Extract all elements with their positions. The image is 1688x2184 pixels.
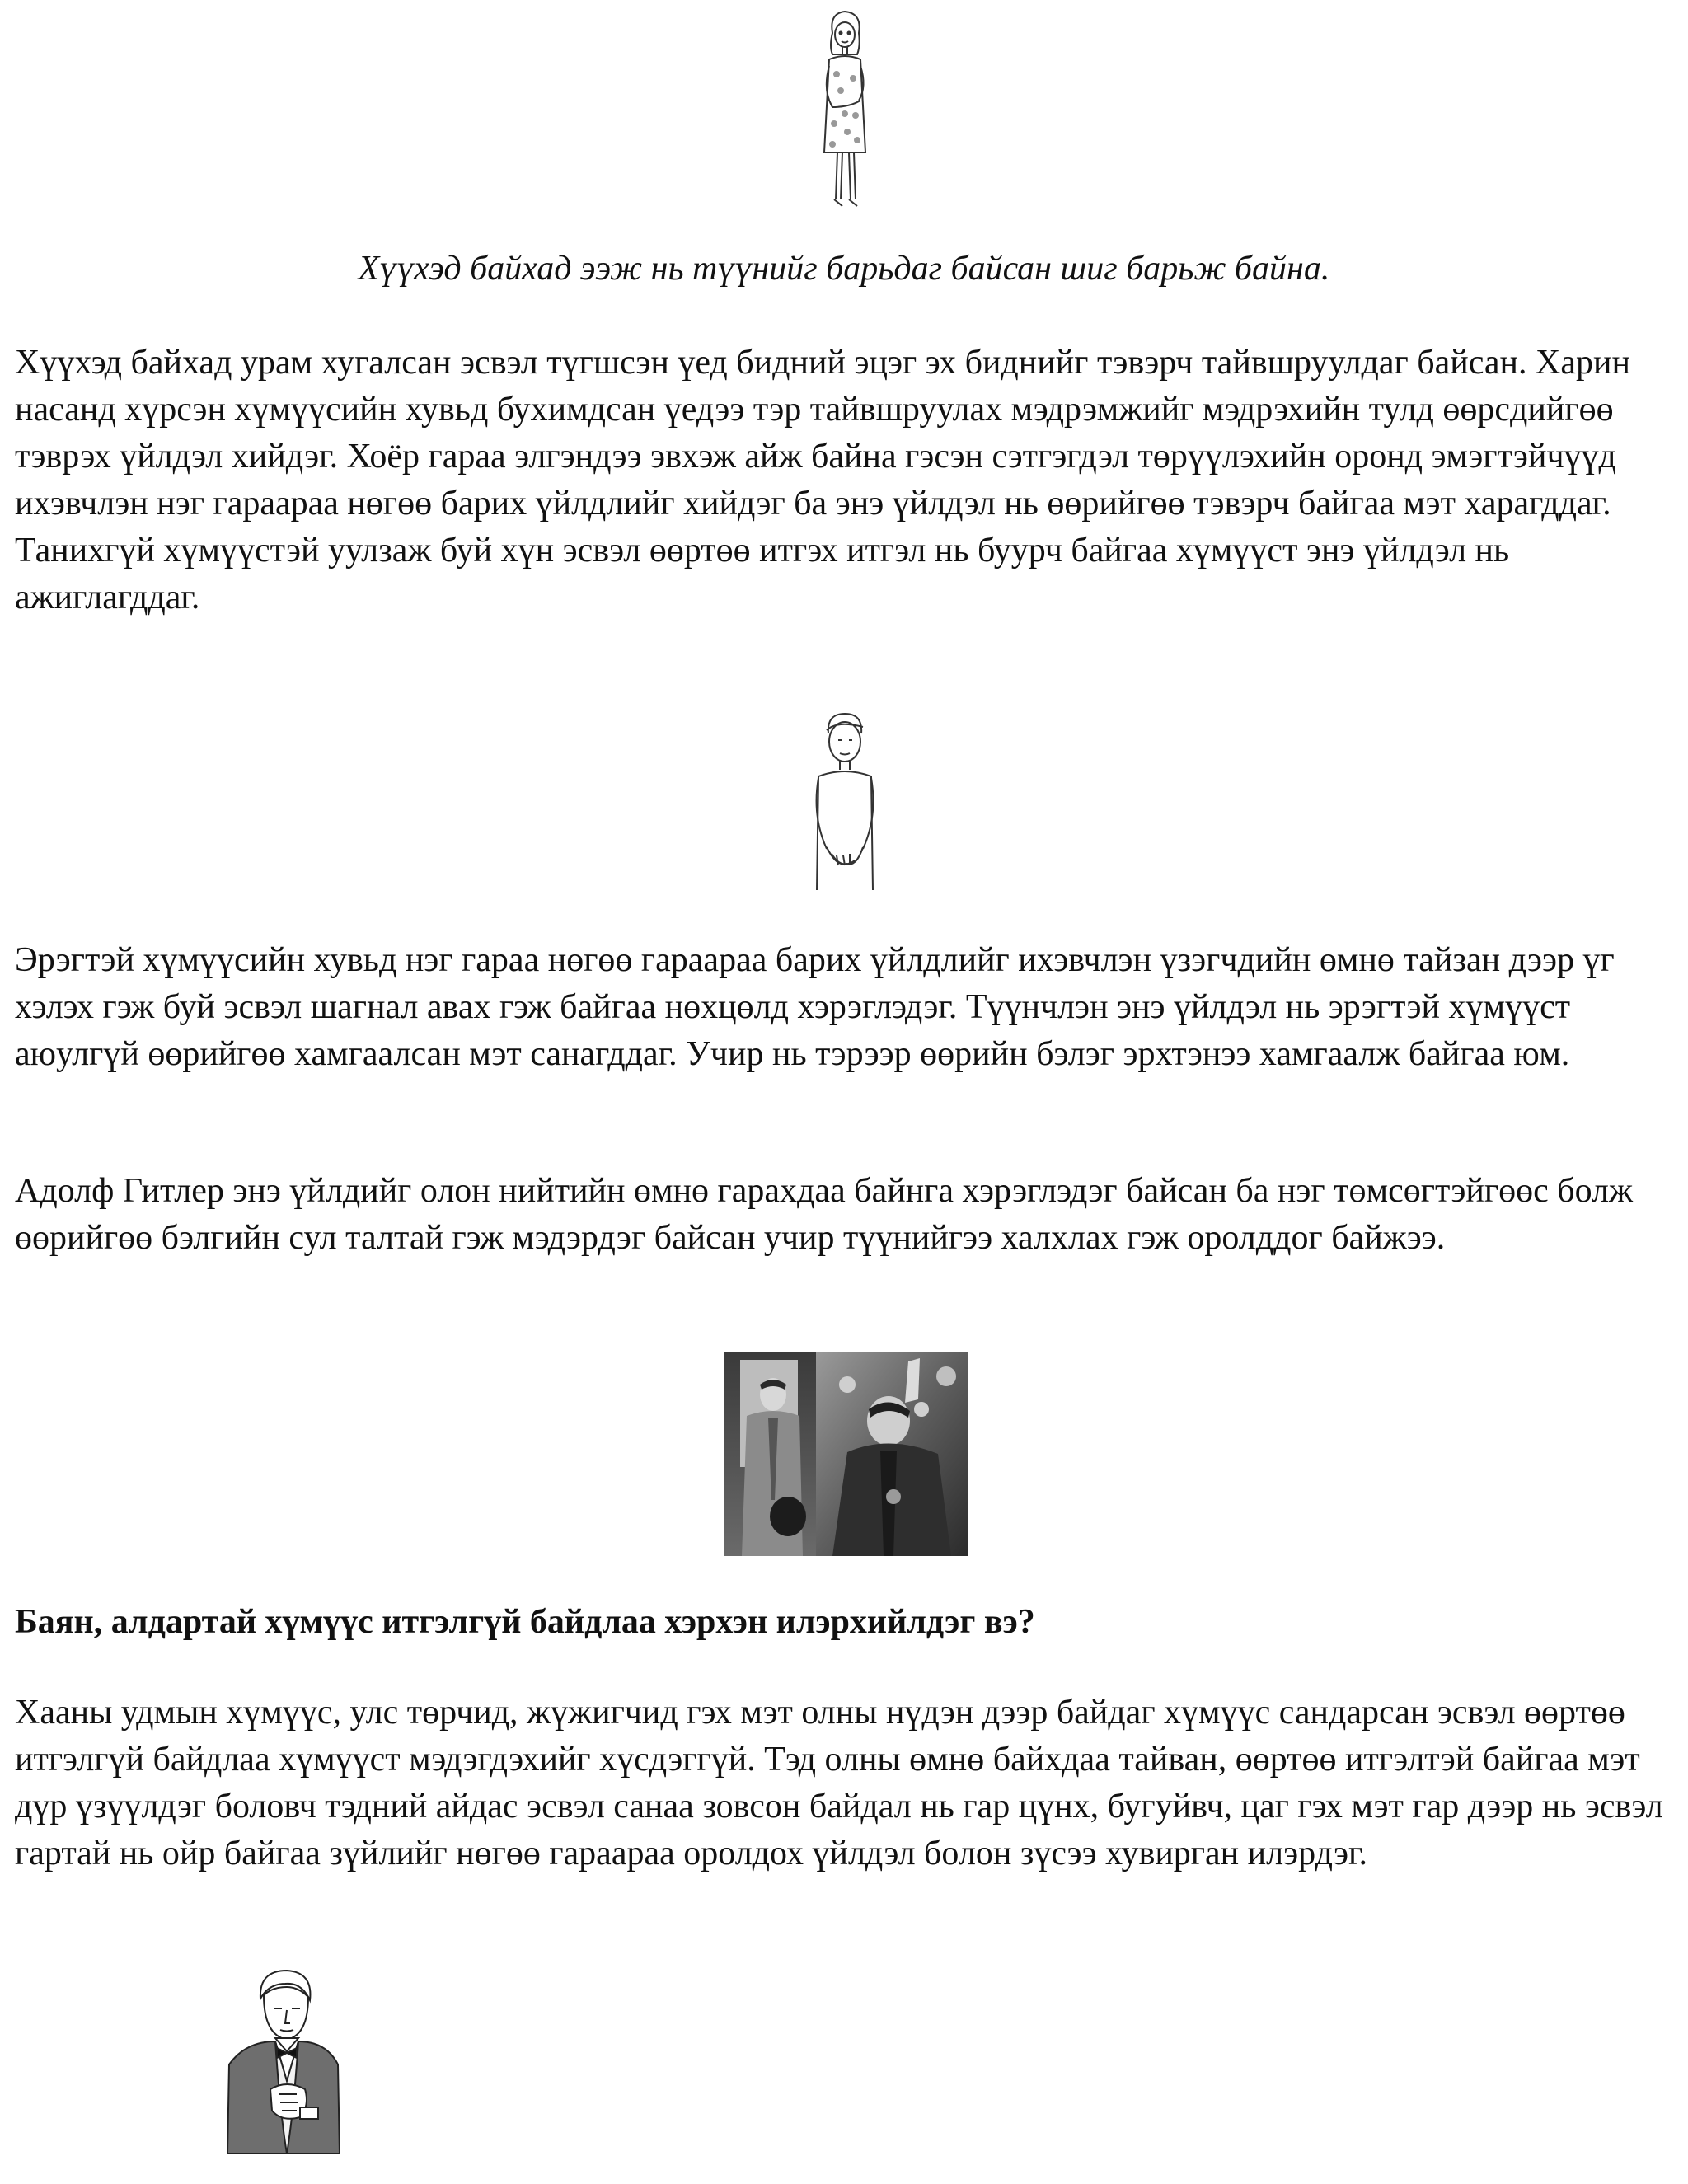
paragraph-4: Хааны удмын хүмүүс, улс төрчид, жүжигчид гэх мэт олны нүдэн дээр байдаг хүмүүс сандарсан эсвэл өөртөө итгэлгүй байдлаа хүмүүст мэдэгдэхийг хүсдэггүй. Тэд олны өмнө байхдаа тайван, өөртөө итгэлтэй байгаа мэт дүр үзүүлдэг боловч тэдний айдас эсвэл санаа зовсон байдал нь гар цүнх, бугуйвч, цаг гэх мэт гар дээр нь эсвэл гартай нь ойр байгаа зүйлийг нөгөө гараараа оролдох үйлдэл болон зүсээ хувирган илэрдэг. (15, 1694, 1663, 1872)
paragraph-1: Хүүхэд байхад урам хугалсан эсвэл түгшсэн үед бидний эцэг эх биднийг тэвэрч тайвшруулдаг байсан. Харин насанд хүрсэн хүмүүсийн хувьд бухимдсан үедээ тэр тайвшруулах мэдрэмжийг мэдрэхийн тулд өөрсдийгөө тэврэх үйлдэл хийдэг. Хоёр гараа элгэндээ эвхэж айж байна гэсэн сэтгэгдэл төрүүлэхийн оронд эмэгтэйчүүд ихэвчлэн нэг гараараа нөгөө барих үйлдлийг хийдэг ба энэ үйлдэл нь өөрийгөө тэвэрч байгаа мэт харагддаг. Танихгүй хүмүүстэй уулзаж буй хүн эсвэл өөртөө итгэх итгэл нь буурч байгаа хүмүүст энэ үйлдэл нь ажиглагддаг. (15, 344, 1630, 616)
man-hands-clasped-illustration (804, 709, 886, 898)
caption-top: Хүүхэд байхад ээж нь түүнийг барьдаг байсан шиг барьж байна. (358, 250, 1330, 288)
paragraph-2: Эрэгтэй хүмүүсийн хувьд нэг гараа нөгөө гараараа барих үйлдлийг ихэвчлэн үзэгчдийн өмнө тайзан дээр үг хэлэх гэж буй эсвэл шагнал авах гэж байгаа нөхцөлд хэрэглэдэг. Түүнчлэн энэ үйлдэл нь эрэгтэй хүмүүст аюулгүй өөрийгөө хамгаалсан мэт санагддаг. Учир нь тэрээр өөрийн бэлэг эрхтэнээ хамгаалж байгаа юм. (15, 941, 1615, 1073)
historical-photo (724, 1352, 968, 1556)
woman-illustration (808, 8, 882, 210)
paragraph-3: Адолф Гитлер энэ үйлдийг олон нийтийн өмнө гарахдаа байнга хэрэглэдэг байсан ба нэг төмсөгтэйгөөс болж өөрийгөө бэлгийн сул талтай гэж мэдэрдэг байсан учир түүнийгээ халхлах гэж оролддог байжээ. (15, 1172, 1634, 1257)
man-tuxedo-illustration (221, 1966, 345, 2155)
section-heading: Баян, алдартай хүмүүс итгэлгүй байдлаа хэрхэн илэрхийлдэг вэ? (15, 1603, 1035, 1641)
